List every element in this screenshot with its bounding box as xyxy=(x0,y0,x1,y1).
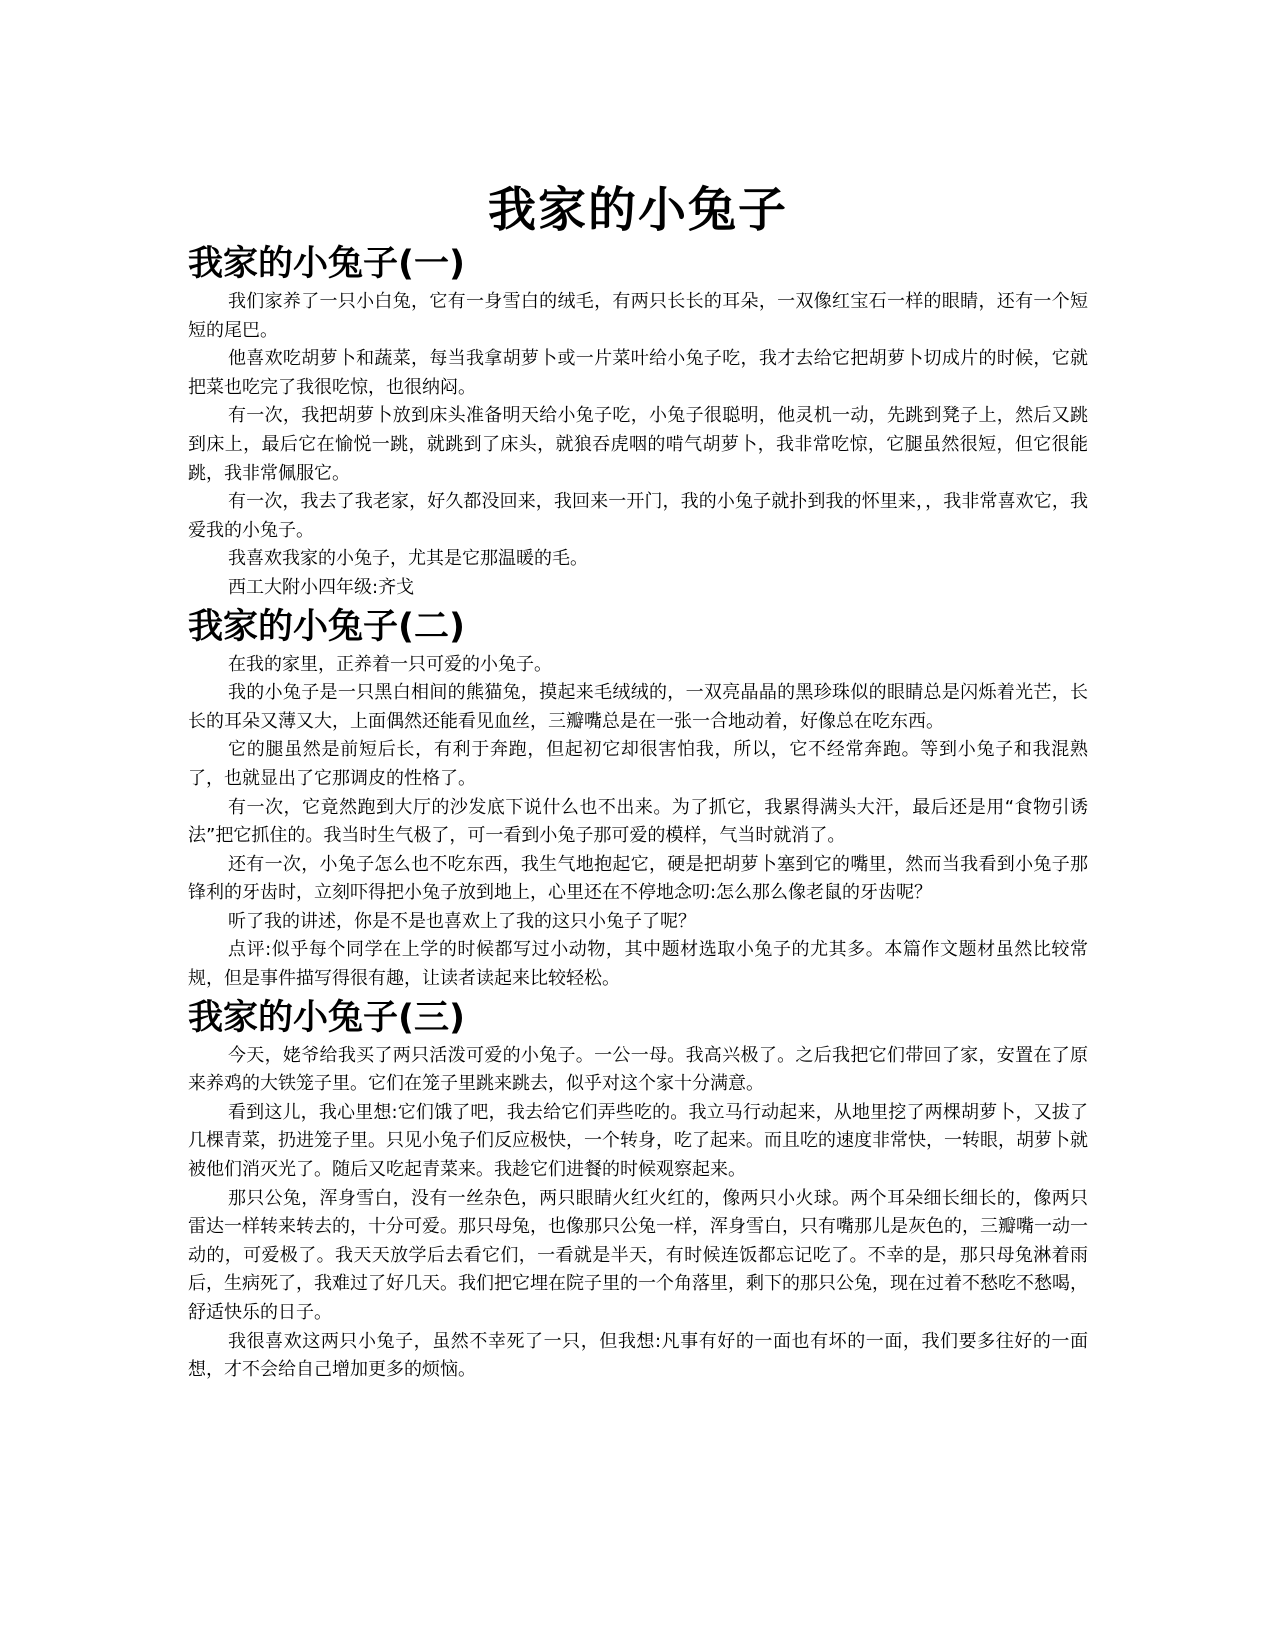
section-heading: 我家的小兔子(一) xyxy=(188,244,465,284)
paragraph: 我的小兔子是一只黑白相间的熊猫兔，摸起来毛绒绒的，一双亮晶晶的黑珍珠似的眼睛总是闪烁着光芒，长长的耳朵又薄又大，上面偶然还能看见血丝，三瓣嘴总是在一张一合地动着，好像总在吃东西。 xyxy=(188,682,1088,732)
paragraph: 听了我的讲述，你是不是也喜欢上了我的这只小兔子了呢？ xyxy=(228,910,696,932)
paragraph: 有一次，我去了我老家，好久都没回来，我回来一开门，我的小兔子就扑到我的怀里来，，我非常喜欢它，我爱我的小兔子。 xyxy=(188,491,1088,541)
paragraph: 有一次，它竟然跑到大厅的沙发底下说什么也不出来。为了抓它，我累得满头大汗，最后还是用“食物引诱法”把它抓住的。我当时生气极了，可一看到小兔子那可爱的模样，气当时就消了。 xyxy=(188,796,1088,847)
paragraph: 有一次，我把胡萝卜放到床头准备明天给小兔子吃，小兔子很聪明，他灵机一动，先跳到凳子上，然后又跳到床上，最后它在愉悦一跳，就跳到了床头，就狼吞虎咽的啃气胡萝卜，我非常吃惊，它腿虽然很短，但它很能跳，我非常佩服它。 xyxy=(188,405,1088,484)
section-1 xyxy=(188,240,1088,603)
section-heading: 我家的小兔子(二) xyxy=(188,606,465,647)
paragraph: 他喜欢吃胡萝卜和蔬菜，每当我拿胡萝卜或一片菜叶给小兔子吃，我才去给它把胡萝卜切成片的时候，它就把菜也吃完了我很吃惊，也很纳闷。 xyxy=(188,348,1088,398)
paragraph: 在我的家里，正养着一只可爱的小兔子。 xyxy=(228,653,552,675)
paragraph: 还有一次，小兔子怎么也不吃东西，我生气地抱起它，硬是把胡萝卜塞到它的嘴里，然而当我看到小兔子那锋利的牙齿时，立刻吓得把小兔子放到地上，心里还在不停地念叨:怎么那么像老鼠的牙齿呢？ xyxy=(188,853,1088,904)
comment-paragraph: 点评:似乎每个同学在上学的时候都写过小动物，其中题材选取小兔子的尤其多。本篇作文题材虽然比较常规，但是事件描写得很有趣，让读者读起来比较轻松。 xyxy=(188,939,1088,990)
paragraph: 今天，姥爷给我买了两只活泼可爱的小兔子。一公一母。我高兴极了。之后我把它们带回了家，安置在了原来养鸡的大铁笼子里。它们在笼子里跳来跳去，似乎对这个家十分满意。 xyxy=(188,1044,1088,1095)
paragraph: 看到这儿，我心里想:它们饿了吧，我去给它们弄些吃的。我立马行动起来，从地里挖了两棵胡萝卜，又拔了几棵青菜，扔进笼子里。只见小兔子们反应极快，一个转身，吃了起来。而且吃的速度非常快，一转眼，胡萝卜就被他们消灭光了。随后又吃起青菜来。我趁它们进餐的时候观察起来。 xyxy=(188,1101,1088,1181)
document-page xyxy=(188,180,1088,1385)
section-heading: 我家的小兔子(三) xyxy=(188,997,465,1038)
paragraph: 那只公兔，浑身雪白，没有一丝杂色，两只眼睛火红火红的，像两只小火球。两个耳朵细长细长的，像两只雷达一样转来转去的，十分可爱。那只母兔，也像那只公兔一样，浑身雪白，只有嘴那儿是灰色的，三瓣嘴一动一动的，可爱极了。我天天放学后去看它们，一看就是半天，有时候连饭都忘记吃了。不幸的是，那只母兔淋着雨后，生病死了，我难过了好几天。我们把它埋在院子里的一个角落里，剩下的那只公兔，现在过着不愁吃不愁喝，舒适快乐的日子。 xyxy=(188,1187,1088,1323)
paragraph: 我很喜欢这两只小兔子，虽然不幸死了一只，但我想:凡事有好的一面也有坏的一面，我们要多往好的一面想，才不会给自己增加更多的烦恼。 xyxy=(188,1330,1088,1381)
document-title: 我家的小兔子 xyxy=(487,182,788,238)
paragraph: 我们家养了一只小白兔，它有一身雪白的绒毛，有两只长长的耳朵，一双像红宝石一样的眼睛，还有一个短短的尾巴。 xyxy=(188,291,1088,341)
section-3 xyxy=(188,994,1088,1385)
section-2 xyxy=(188,603,1088,994)
author-line: 西工大附小四年级:齐戈 xyxy=(228,576,415,598)
paragraph: 我喜欢我家的小兔子，尤其是它那温暖的毛。 xyxy=(228,548,588,570)
paragraph: 它的腿虽然是前短后长，有利于奔跑，但起初它却很害怕我，所以，它不经常奔跑。等到小兔子和我混熟了，也就显出了它那调皮的性格了。 xyxy=(188,739,1088,789)
